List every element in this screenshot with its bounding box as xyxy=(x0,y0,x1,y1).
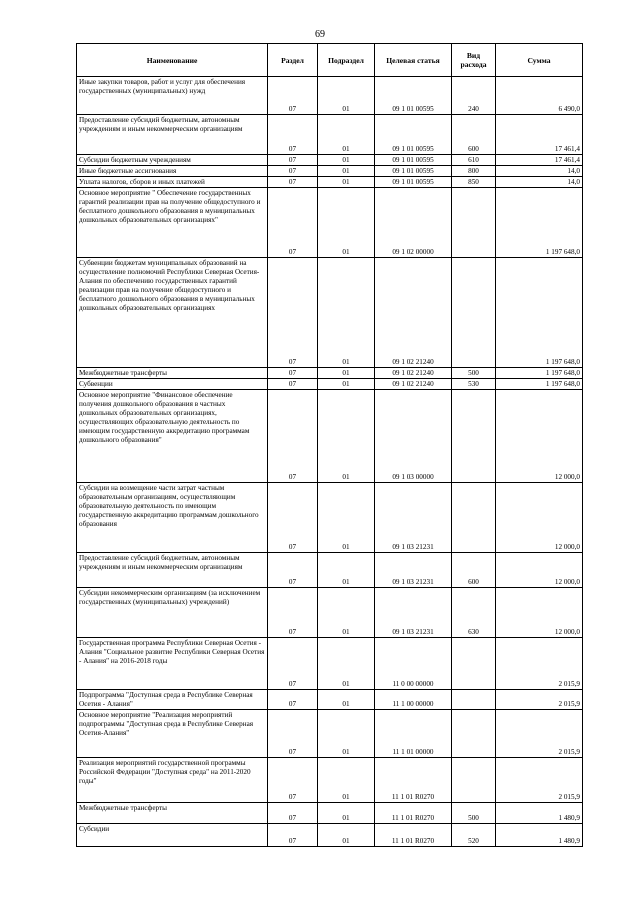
row-section: 07 xyxy=(268,824,318,847)
row-target-article: 09 1 01 00595 xyxy=(375,177,452,188)
row-amount: 1 480,9 xyxy=(496,803,583,824)
row-target-article: 09 1 02 00000 xyxy=(375,188,452,258)
row-expense-type: 610 xyxy=(452,155,496,166)
row-amount: 6 490,0 xyxy=(496,77,583,115)
table-row xyxy=(77,77,583,115)
row-subsection: 01 xyxy=(318,483,375,553)
row-subsection: 01 xyxy=(318,166,375,177)
row-name: Иные бюджетные ассигнования xyxy=(77,166,268,177)
row-amount: 12 000,0 xyxy=(496,483,583,553)
row-subsection: 01 xyxy=(318,553,375,588)
row-name: Уплата налогов, сборов и иных платежей xyxy=(77,177,268,188)
row-name: Межбюджетные трансферты xyxy=(77,803,268,824)
row-name: Подпрограмма "Доступная среда в Республике Северная Осетия - Алания" xyxy=(77,690,268,710)
row-section: 07 xyxy=(268,483,318,553)
row-expense-type xyxy=(452,483,496,553)
row-section: 07 xyxy=(268,155,318,166)
row-expense-type: 500 xyxy=(452,803,496,824)
row-section: 07 xyxy=(268,390,318,483)
table-row xyxy=(77,690,583,710)
row-name: Субсидии некоммерческим организациям (за исключением государственных (муниципальных) учреждений) xyxy=(77,588,268,638)
row-subsection: 01 xyxy=(318,258,375,368)
row-target-article: 11 0 00 00000 xyxy=(375,638,452,690)
row-amount: 1 197 648,0 xyxy=(496,368,583,379)
table-row xyxy=(77,379,583,390)
row-name: Реализация мероприятий государственной программы Российской Федерации "Доступная среда" на 2011-2020 годы" xyxy=(77,758,268,803)
row-target-article: 09 1 01 00595 xyxy=(375,115,452,155)
column-header-section: Раздел xyxy=(268,44,318,77)
row-expense-type xyxy=(452,390,496,483)
row-expense-type xyxy=(452,258,496,368)
row-target-article: 09 1 01 00595 xyxy=(375,166,452,177)
row-section: 07 xyxy=(268,758,318,803)
row-subsection: 01 xyxy=(318,177,375,188)
row-target-article: 11 1 01 R0270 xyxy=(375,758,452,803)
table-row xyxy=(77,155,583,166)
row-subsection: 01 xyxy=(318,77,375,115)
row-expense-type: 240 xyxy=(452,77,496,115)
row-target-article: 11 1 00 00000 xyxy=(375,690,452,710)
table-row xyxy=(77,638,583,690)
row-section: 07 xyxy=(268,368,318,379)
row-amount: 2 015,9 xyxy=(496,638,583,690)
row-expense-type: 520 xyxy=(452,824,496,847)
row-amount: 2 015,9 xyxy=(496,758,583,803)
row-target-article: 09 1 03 21231 xyxy=(375,588,452,638)
row-expense-type: 630 xyxy=(452,588,496,638)
row-section: 07 xyxy=(268,553,318,588)
row-target-article: 09 1 03 21231 xyxy=(375,553,452,588)
row-section: 07 xyxy=(268,638,318,690)
row-subsection: 01 xyxy=(318,155,375,166)
table-row xyxy=(77,483,583,553)
row-subsection: 01 xyxy=(318,638,375,690)
row-name: Межбюджетные трансферты xyxy=(77,368,268,379)
row-section: 07 xyxy=(268,258,318,368)
row-target-article: 09 1 02 21240 xyxy=(375,379,452,390)
row-name: Субсидии xyxy=(77,824,268,847)
row-name: Субвенции xyxy=(77,379,268,390)
row-name: Иные закупки товаров, работ и услуг для обеспечения государственных (муниципальных) нужд xyxy=(77,77,268,115)
budget-table xyxy=(76,43,583,847)
row-amount: 2 015,9 xyxy=(496,710,583,758)
row-amount: 1 197 648,0 xyxy=(496,258,583,368)
row-expense-type xyxy=(452,690,496,710)
row-expense-type: 600 xyxy=(452,115,496,155)
row-subsection: 01 xyxy=(318,690,375,710)
table-row xyxy=(77,368,583,379)
table-row xyxy=(77,177,583,188)
row-name: Государственная программа Республики Северная Осетия - Алания "Социальное развитие Республики Северная Осетия - Алания" на 2016-2018 годы xyxy=(77,638,268,690)
row-amount: 12 000,0 xyxy=(496,553,583,588)
row-subsection: 01 xyxy=(318,758,375,803)
row-subsection: 01 xyxy=(318,115,375,155)
row-amount: 1 197 648,0 xyxy=(496,379,583,390)
row-target-article: 09 1 03 00000 xyxy=(375,390,452,483)
row-amount: 1 480,9 xyxy=(496,824,583,847)
table-row xyxy=(77,166,583,177)
row-expense-type xyxy=(452,758,496,803)
row-target-article: 09 1 01 00595 xyxy=(375,155,452,166)
row-subsection: 01 xyxy=(318,803,375,824)
row-expense-type: 500 xyxy=(452,368,496,379)
row-target-article: 11 1 01 R0270 xyxy=(375,803,452,824)
table-row xyxy=(77,588,583,638)
table-row xyxy=(77,803,583,824)
row-section: 07 xyxy=(268,803,318,824)
table-row xyxy=(77,258,583,368)
row-name: Основное мероприятие "Финансовое обеспечение получения дошкольного образования в частных дошкольных образовательных организациях, осуществляющих образовательную деятельность по имеющим государственную аккредитацию программам дошкольного образования" xyxy=(77,390,268,483)
table-header-row xyxy=(77,44,583,77)
table-row xyxy=(77,390,583,483)
row-amount: 14,0 xyxy=(496,177,583,188)
column-header-target-article: Целевая статья xyxy=(375,44,452,77)
column-header-name: Наименование xyxy=(77,44,268,77)
table-row xyxy=(77,758,583,803)
row-target-article: 11 1 01 R0270 xyxy=(375,824,452,847)
column-header-amount: Сумма xyxy=(496,44,583,77)
row-expense-type: 850 xyxy=(452,177,496,188)
row-amount: 17 461,4 xyxy=(496,115,583,155)
row-section: 07 xyxy=(268,710,318,758)
column-header-expense-type: Вид расхода xyxy=(452,44,496,77)
row-subsection: 01 xyxy=(318,379,375,390)
row-amount: 12 000,0 xyxy=(496,588,583,638)
row-subsection: 01 xyxy=(318,390,375,483)
row-expense-type: 600 xyxy=(452,553,496,588)
row-expense-type xyxy=(452,638,496,690)
row-name: Предоставление субсидий бюджетным, автономным учреждениям и иным некоммерческим организациям xyxy=(77,115,268,155)
row-section: 07 xyxy=(268,379,318,390)
row-subsection: 01 xyxy=(318,188,375,258)
row-amount: 2 015,9 xyxy=(496,690,583,710)
row-section: 07 xyxy=(268,115,318,155)
row-expense-type: 530 xyxy=(452,379,496,390)
row-name: Предоставление субсидий бюджетным, автономным учреждениям и иным некоммерческим организациям xyxy=(77,553,268,588)
row-amount: 12 000,0 xyxy=(496,390,583,483)
column-header-subsection: Подраздел xyxy=(318,44,375,77)
table-row xyxy=(77,824,583,847)
row-section: 07 xyxy=(268,166,318,177)
row-amount: 1 197 648,0 xyxy=(496,188,583,258)
row-target-article: 09 1 02 21240 xyxy=(375,368,452,379)
row-amount: 17 461,4 xyxy=(496,155,583,166)
row-target-article: 09 1 02 21240 xyxy=(375,258,452,368)
row-name: Основное мероприятие "Реализация мероприятий подпрограммы "Доступная среда в Республике Северная Осетия-Алания" xyxy=(77,710,268,758)
table-row xyxy=(77,115,583,155)
row-expense-type: 800 xyxy=(452,166,496,177)
row-subsection: 01 xyxy=(318,824,375,847)
row-section: 07 xyxy=(268,188,318,258)
row-name: Субсидии бюджетным учреждениям xyxy=(77,155,268,166)
row-subsection: 01 xyxy=(318,368,375,379)
row-name: Субвенции бюджетам муниципальных образований на осуществление полномочий Республики Северная Осетия-Алания по обеспечению государственных гарантий реализации прав на получение общедоступного и бесплатного дошкольного образования в муниципальных дошкольных образовательных организациях xyxy=(77,258,268,368)
row-target-article: 11 1 01 00000 xyxy=(375,710,452,758)
table-row xyxy=(77,188,583,258)
row-subsection: 01 xyxy=(318,710,375,758)
row-name: Основное мероприятие " Обеспечение государственных гарантий реализации прав на получение общедоступного и бесплатного дошкольного образования в муниципальных дошкольных образовательных организациях" xyxy=(77,188,268,258)
table-row xyxy=(77,553,583,588)
row-expense-type xyxy=(452,188,496,258)
row-name: Субсидии на возмещение части затрат частным образовательным организациям, осуществляющим образовательную деятельность по имеющим государственную аккредитацию программам дошкольного образования xyxy=(77,483,268,553)
row-subsection: 01 xyxy=(318,588,375,638)
row-section: 07 xyxy=(268,690,318,710)
row-target-article: 09 1 01 00595 xyxy=(375,77,452,115)
table-row xyxy=(77,710,583,758)
row-section: 07 xyxy=(268,177,318,188)
row-target-article: 09 1 03 21231 xyxy=(375,483,452,553)
row-expense-type xyxy=(452,710,496,758)
row-amount: 14,0 xyxy=(496,166,583,177)
page-number: 69 xyxy=(315,29,325,40)
row-section: 07 xyxy=(268,588,318,638)
row-section: 07 xyxy=(268,77,318,115)
